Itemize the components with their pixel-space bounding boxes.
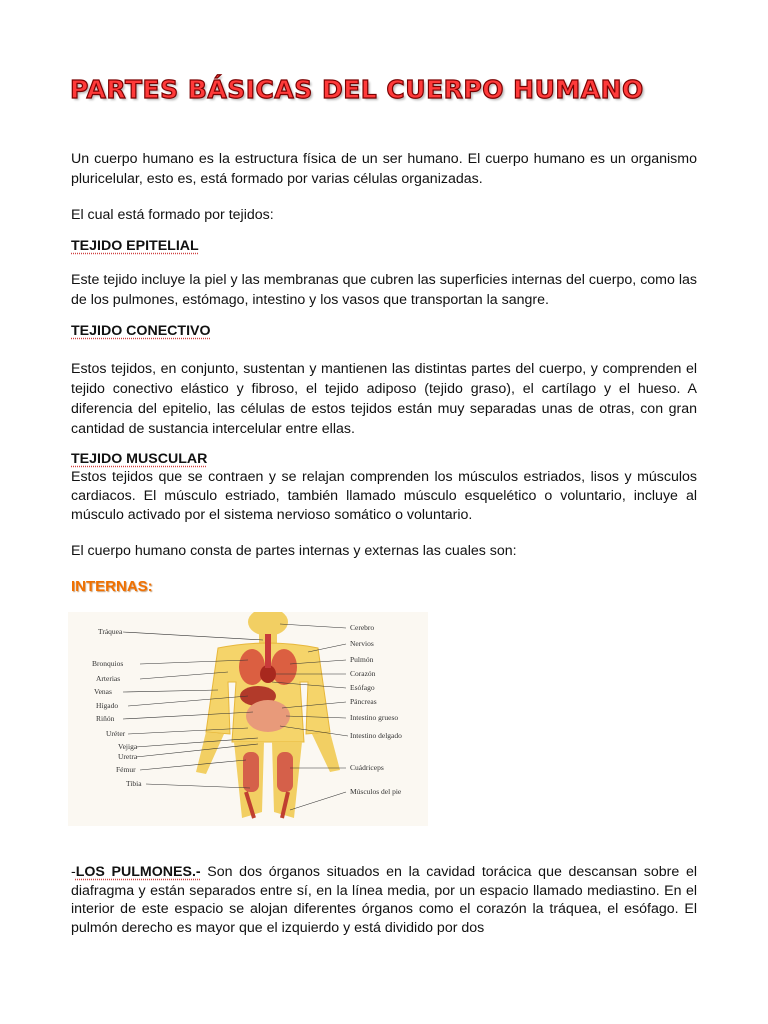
label-vejiga: Vejiga bbox=[118, 742, 138, 751]
anatomy-figure bbox=[68, 612, 428, 826]
lungs-dash: - bbox=[71, 864, 76, 880]
internas-heading bbox=[71, 578, 153, 595]
lungs-text: Son dos órganos situados en la cavidad torácica que descansan sobre el diafragma y están separados entre sí, en la línea media, por un espacio llamado mediastino. En el interior de este espacio se alojan diferentes órganos como el corazón la tráquea, el esófago. El pulmón derecho es mayor que el izquierdo y está dividido por dos bbox=[71, 864, 697, 936]
label-musculos-del-pie: Músculos del pie bbox=[350, 787, 402, 796]
label-venas: Venas bbox=[94, 687, 112, 696]
label-intestino-delgado: Intestino delgado bbox=[350, 731, 402, 740]
label-higado: Hígado bbox=[96, 701, 119, 710]
label-arterias: Arterias bbox=[96, 674, 121, 683]
heading-tejido-epitelial: TEJIDO EPITELIAL bbox=[71, 238, 199, 254]
label-cerebro: Cerebro bbox=[350, 623, 375, 632]
tissues-intro: El cual está formado por tejidos: bbox=[71, 207, 274, 223]
label-pulmon: Pulmón bbox=[350, 655, 374, 664]
label-nervios: Nervios bbox=[350, 639, 374, 648]
heading-tejido-muscular: TEJIDO MUSCULAR bbox=[71, 451, 208, 467]
paragraph-tejido-epitelial: Este tejido incluye la piel y las membranas que cubren las superficies internas del cuerpo, como las de los pulmones, estómago, intestino y los vasos que transportan la sangre. bbox=[71, 272, 697, 308]
lungs-paragraph bbox=[71, 863, 697, 937]
page-title: PARTES BÁSICAS DEL CUERPO HUMANO bbox=[70, 75, 644, 104]
internas-colon: : bbox=[147, 578, 153, 595]
label-corazon: Corazón bbox=[350, 669, 376, 678]
internas-label: INTERNAS bbox=[71, 578, 148, 595]
paragraph-tejido-conectivo: Estos tejidos, en conjunto, sustentan y mantienen las distintas partes del cuerpo, y comprenden el tejido conectivo elástico y fibroso, el tejido adiposo (tejido graso), el cartílago y el hueso. A diferencia del epitelio, las células de estos tejidos están muy separadas unas de otras, con gran cantidad de sustancia intercelular entre ellas. bbox=[71, 361, 697, 437]
label-traquea: Tráquea bbox=[98, 627, 123, 636]
parts-intro: El cuerpo humano consta de partes internas y externas las cuales son: bbox=[71, 543, 517, 559]
label-intestino-grueso: Intestino grueso bbox=[350, 713, 399, 722]
label-uretra: Uretra bbox=[118, 752, 138, 761]
heading-tejido-conectivo: TEJIDO CONECTIVO bbox=[71, 323, 211, 339]
label-bronquios: Bronquios bbox=[92, 659, 124, 668]
label-femur: Fémur bbox=[116, 765, 136, 774]
intro-paragraph: Un cuerpo humano es la estructura física de un ser humano. El cuerpo humano es un organismo pluricelular, esto es, está formado por varias células organizadas. bbox=[71, 151, 697, 187]
label-cuadriceps: Cuádriceps bbox=[350, 763, 384, 772]
label-esofago: Esófago bbox=[350, 683, 375, 692]
label-tibia: Tibia bbox=[126, 779, 142, 788]
label-ureter: Uréter bbox=[106, 729, 126, 738]
lungs-heading: LOS PULMONES.- bbox=[75, 864, 201, 880]
label-rinon: Riñón bbox=[96, 714, 115, 723]
paragraph-tejido-muscular: Estos tejidos que se contraen y se relajan comprenden los músculos estriados, lisos y músculos cardiacos. El músculo estriado, también llamado músculo esquelético o voluntario, incluye al músculo activado por el sistema nervioso somático o voluntario. bbox=[71, 469, 697, 523]
label-pancreas: Páncreas bbox=[350, 697, 377, 706]
